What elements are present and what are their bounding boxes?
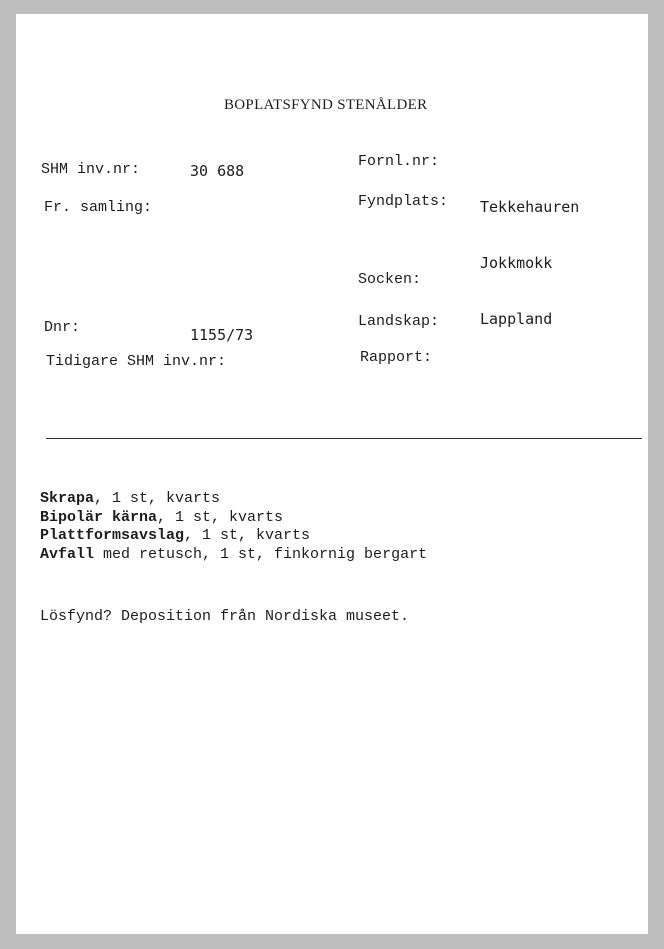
- socken-label: Socken:: [358, 271, 422, 288]
- find-name: Avfall: [40, 545, 95, 563]
- find-item: [40, 527, 427, 546]
- find-item: [40, 490, 427, 509]
- shm-inv-value: 30 688: [190, 162, 245, 180]
- catalog-card: [16, 14, 648, 934]
- find-desc: , 1 st, kvarts: [184, 527, 311, 544]
- fyndplats-value: Tekkehauren: [480, 198, 580, 216]
- find-name: Skrapa: [40, 490, 95, 507]
- tidigare-shm-label: Tidigare SHM inv.nr:: [46, 353, 227, 370]
- landskap-label: Landskap:: [358, 313, 440, 330]
- landskap-value: Lappland: [480, 310, 553, 328]
- fr-samling-label: Fr. samling:: [44, 199, 153, 216]
- socken-value: Jokkmokk: [480, 254, 553, 272]
- shm-inv-label: SHM inv.nr:: [41, 161, 141, 178]
- dnr-label: Dnr:: [44, 319, 81, 336]
- fyndplats-label: Fyndplats:: [358, 193, 449, 210]
- find-desc: , 1 st, kvarts: [94, 490, 221, 507]
- note-text: Lösfynd? Deposition från Nordiska museet.: [40, 608, 410, 625]
- find-name: Plattformsavslag: [40, 527, 185, 544]
- fornl-label: Fornl.nr:: [358, 153, 440, 170]
- divider-line: [46, 438, 642, 439]
- dnr-value: 1155/73: [190, 326, 254, 344]
- card-title: BOPLATSFYND STENÅLDER: [224, 97, 428, 113]
- finds-list: [40, 490, 427, 564]
- find-item: [40, 509, 427, 528]
- rapport-label: Rapport:: [360, 349, 433, 366]
- find-desc: med retusch, 1 st, finkornig bergart: [94, 545, 428, 563]
- find-desc: , 1 st, kvarts: [157, 508, 284, 526]
- find-name: Bipolär kärna: [40, 508, 158, 526]
- find-item: [40, 546, 427, 565]
